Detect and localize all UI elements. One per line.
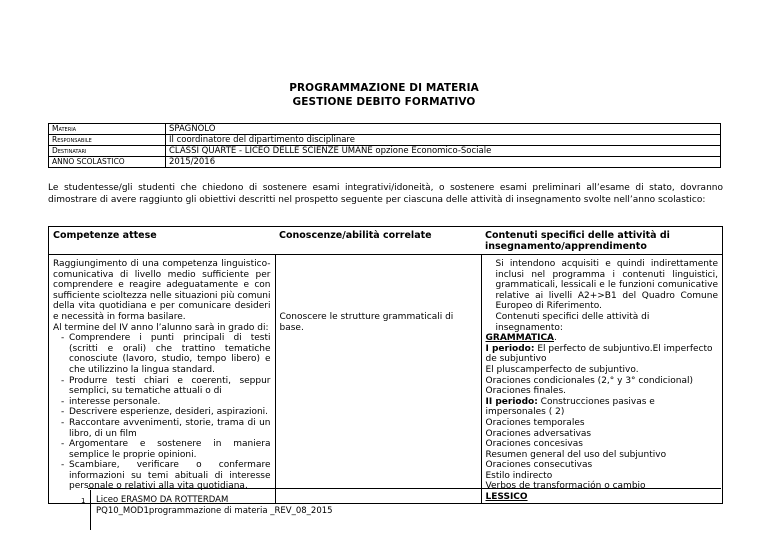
list-item: - Argomentare e sostenere in maniera semplice le proprie opinioni. [53, 439, 271, 460]
list-item: - Comprendere i punti principali di testi (scritti e orali) che trattino tematiche conosciute (lavoro, studio, tempo libero) e che utilizzino la lingua standard. [53, 333, 271, 375]
page-number: 1 [81, 497, 86, 505]
competenze-list [53, 333, 271, 492]
footer-divider [90, 490, 91, 530]
info-value: SPAGNOLO [166, 124, 721, 135]
header-contenuti: Contenuti specifici delle attività di insegnamento/apprendimento [481, 227, 723, 255]
info-key: Destinatari [49, 146, 166, 157]
table-header-row [49, 227, 723, 255]
info-row-materia [49, 124, 721, 135]
info-key: Materia [49, 124, 166, 135]
content-line: Verbos de transformación o cambio [485, 481, 646, 492]
info-row-responsabile [49, 135, 721, 146]
list-item: - Produrre testi chiari e coerenti, seppur semplici, su tematiche attuali o di [53, 376, 271, 397]
footer-school: Liceo ERASMO DA ROTTERDAM [96, 495, 229, 505]
content-line: Estilo indirecto [485, 470, 553, 481]
info-table [48, 123, 721, 168]
info-value: CLASSI QUARTE - LICEO DELLE SCIENZE UMANE opzione Economico-Sociale [166, 146, 721, 157]
periodo2-text: Construcciones pasivas e impersonales ( 2) [485, 396, 655, 418]
content-line: Oraciones consecutivas [485, 460, 593, 471]
conoscenze-cell [275, 255, 481, 504]
content-line: Resumen general del uso del subjuntivo [485, 449, 667, 460]
periodo2 [486, 397, 719, 418]
header-competenze: Competenze attese [49, 227, 276, 255]
info-key: ANNO SCOLASTICO [49, 157, 166, 168]
info-row-anno [49, 157, 721, 168]
periodo2-label: II periodo: [485, 396, 538, 407]
footer-text [96, 495, 333, 517]
grammatica-heading: GRAMMATICA. [485, 333, 557, 344]
conoscenze-text: Conoscere le strutture grammaticali di base. [279, 312, 454, 333]
intro-paragraph: Le studentesse/gli studenti che chiedono di sostenere esami integrativi/idoneità, o sostenere esami preliminari all’esame di stato, dovranno dimostrare di avere raggiunto gli obiettivi descritti nel prospetto seguente per ciascuna delle attività di insegnamento svolte nell’anno scolastico: [48, 183, 723, 205]
document-title: PROGRAMMAZIONE DI MATERIA [289, 82, 479, 94]
competenze-intro: Raggiungimento di una competenza linguistico-comunicativa di livello medio sufficiente per comprendere e reagire adeguatamente e con sufficiente scioltezza nelle situazioni più comuni della vita quotidiana e per comunicare desideri e necessità in forma basilare. [53, 259, 271, 322]
content-line: Oraciones temporales [485, 417, 585, 428]
content-line: Oraciones concesivas [485, 439, 583, 450]
grammatica-label: GRAMMATICA [485, 333, 555, 344]
info-key: Responsabile [49, 135, 166, 146]
list-item: - Descrivere esperienze, desideri, aspirazioni. [53, 407, 271, 418]
footer-docref: PQ10_MOD1programmazione di materia _REV_08_2015 [96, 506, 333, 516]
footer-rule [88, 488, 721, 489]
list-item: - Scambiare, verificare o confermare informazioni su temi abituali di interesse personale o relativi alla vita quotidiana, [53, 460, 271, 492]
competenze-lead: Al termine del IV anno l’alunno sarà in grado di: [53, 322, 269, 333]
contenuti-intro: Si intendono acquisiti e quindi indirettamente inclusi nel programma i contenuti linguistici, grammaticali, lessicali e le funzioni comunicative relative ai livelli A2+>B1 del Quadro Comune Europeo di Riferimento. [495, 259, 718, 312]
program-table [48, 226, 723, 504]
periodo1-text: El perfecto de subjuntivo.El imperfecto de subjuntivo [485, 343, 713, 365]
content-line: El pluscamperfecto de subjuntivo. [485, 364, 639, 375]
content-line: Oraciones finales. [485, 386, 567, 397]
content-line: Oraciones adversativas [485, 428, 592, 439]
document-subtitle: GESTIONE DEBITO FORMATIVO [292, 96, 476, 108]
header-conoscenze: Conoscenze/abilità correlate [275, 227, 481, 255]
list-item: - interesse personale. [53, 397, 271, 408]
list-item: - Raccontare avvenimenti, storie, trama di un libro, di un film [53, 418, 271, 439]
competenze-cell [49, 255, 276, 504]
contenuti-cell [481, 255, 723, 504]
periodo1-label: I periodo: [485, 343, 535, 354]
content-line: Oraciones condicionales (2,° y 3° condicional) [485, 375, 693, 386]
table-row [49, 255, 723, 504]
periodo1 [486, 344, 719, 365]
info-value: Il coordinatore del dipartimento disciplinare [166, 135, 721, 146]
lessico-label: LESSICO [485, 492, 528, 503]
info-value: 2015/2016 [166, 157, 721, 168]
contenuti-spec: Contenuti specifici delle attività di insegnamento: [495, 311, 650, 333]
info-row-destinatari [49, 146, 721, 157]
